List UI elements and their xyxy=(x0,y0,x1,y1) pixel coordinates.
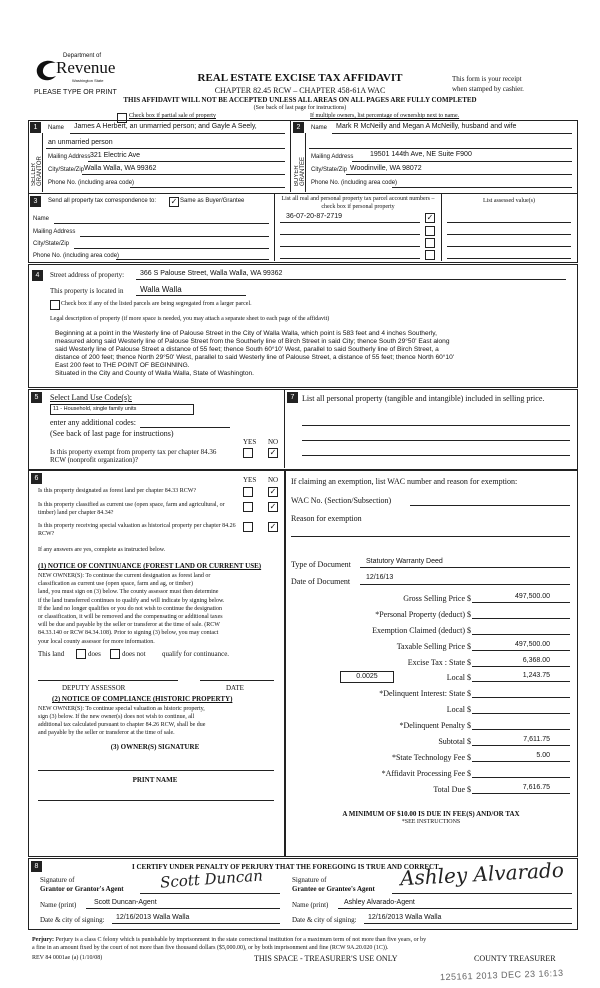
deputy-date-label: DATE xyxy=(226,684,244,692)
section-7-number: 7 xyxy=(287,392,298,403)
parcel-1[interactable]: 36-07-20-87-2719 xyxy=(286,213,343,220)
notice2-line3: additional tax calculated pursuant to chapter 84.26 RCW, shall be due xyxy=(38,722,206,728)
delinquent-state-label: *Delinquent Interest: State $ xyxy=(379,689,471,698)
landuse-see-instructions: (See back of last page for instructions) xyxy=(50,429,174,438)
buyer-side-label: BUYER GRANTEE xyxy=(294,156,306,186)
form-chapter: CHAPTER 82.45 RCW – CHAPTER 458-61A WAC xyxy=(214,86,386,95)
qualify-label: qualify for continuance. xyxy=(162,650,230,658)
notice2-line1: NEW OWNER(S): To continue special valuation as historic property, xyxy=(38,706,205,712)
print-name-label: PRINT NAME xyxy=(132,776,178,784)
local-rate-field[interactable] xyxy=(340,671,394,683)
tech-fee[interactable]: 5.00 xyxy=(536,752,550,759)
parcel-3-personal-checkbox[interactable] xyxy=(425,238,435,248)
land-does-not-label: does not xyxy=(122,650,146,658)
designation-no-header: NO xyxy=(268,476,279,484)
grantee-name[interactable]: Ashley Alvarado-Agent xyxy=(344,899,415,906)
treasurer-space-label: THIS SPACE - TREASURER'S USE ONLY xyxy=(254,954,398,963)
land-does-checkbox[interactable] xyxy=(76,649,86,659)
current-use-yes-checkbox[interactable] xyxy=(243,502,253,512)
grantee-date-label: Date & city of signing: xyxy=(292,916,357,924)
legal-description[interactable] xyxy=(55,330,570,378)
seller-name-line2[interactable]: an unmarried person xyxy=(48,139,113,146)
additional-codes-label: enter any additional codes: xyxy=(50,418,136,427)
total-due-label: Total Due $ xyxy=(433,785,471,794)
affidavit-fee-label: *Affidavit Processing Fee $ xyxy=(381,769,471,778)
grantor-date-label: Date & city of signing: xyxy=(40,916,105,924)
section-6-number: 6 xyxy=(31,473,42,484)
land-does-label: does xyxy=(88,650,101,658)
notice1-line5: If the land no longer qualifies or you do not wish to continue the designation xyxy=(38,605,222,612)
legal-line-2: measured along said Westerly line of Palouse Street from the Southerly line of Birch Street in said City; thence South 29°50' East along xyxy=(55,338,450,345)
see-instructions: (See back of last page for instructions) xyxy=(253,105,347,111)
taxable-price[interactable]: 497,500.00 xyxy=(514,641,550,648)
form-title: REAL ESTATE EXCISE TAX AFFIDAVIT xyxy=(197,72,403,84)
notice2-line4: and payable by the seller or transferor at the time of sale. xyxy=(38,730,175,736)
landuse-select[interactable] xyxy=(50,404,194,415)
street-label: Street address of property: xyxy=(50,271,125,279)
notice1-line8: 84.33.140 or RCW 84.34.108). Prior to signing (3) below, you may contact xyxy=(38,630,219,637)
grantor-sig-label: Grantor or Grantor's Agent xyxy=(40,885,124,893)
grantor-date[interactable]: 12/16/2013 Walla Walla xyxy=(116,914,190,921)
seller-name-label: Name xyxy=(48,125,65,131)
accept-warning: THIS AFFIDAVIT WILL NOT BE ACCEPTED UNLESS ALL AREAS ON ALL PAGES ARE FULLY COMPLETED xyxy=(123,96,477,104)
notice-compliance-title: (2) NOTICE OF COMPLIANCE (HISTORIC PROPERTY) xyxy=(52,695,233,703)
local-rate: 0.0025 xyxy=(356,673,378,680)
section-2-number: 2 xyxy=(293,122,304,133)
personal-deduct-label: *Personal Property (deduct) $ xyxy=(375,610,471,619)
forest-question: Is this property designated as forest land per chapter 84.33 RCW? xyxy=(38,488,197,494)
seller-mailing[interactable]: 321 Electric Ave xyxy=(90,152,141,159)
delinquent-local-label: Local $ xyxy=(446,705,471,714)
notice-compliance-text xyxy=(38,705,282,737)
perjury-line1: Perjury is a class C felony which is punishable by imprisonment in the state correctional institution for a maximum term of not more than five years, or by xyxy=(55,937,427,943)
exempt-yes-checkbox[interactable] xyxy=(243,448,253,458)
select-landuse-label: Select Land Use Code(s): xyxy=(50,393,132,402)
buyer-phone-label: Phone No. (including area code) xyxy=(311,180,398,186)
rev-number: REV 84 0001ae (a) (1/10/08) xyxy=(32,955,103,961)
parcel-header: List all real and personal property tax parcel account numbers – check box if personal property xyxy=(281,196,435,210)
exemption-claimed-label: Exemption Claimed (deduct) $ xyxy=(372,626,471,635)
buyer-name-label: Name xyxy=(311,125,328,131)
deputy-assessor-label: DEPUTY ASSESSOR xyxy=(62,684,126,692)
owner-signature-label: (3) OWNER(S) SIGNATURE xyxy=(110,743,200,751)
seller-phone-label: Phone No. (including area code) xyxy=(48,180,135,186)
gross-label: Gross Selling Price $ xyxy=(403,594,471,603)
total-due[interactable]: 7,616.75 xyxy=(522,784,550,791)
section-4-number: 4 xyxy=(32,270,43,281)
notice1-line6: or classification, it will be removed and the compensating or additional taxes xyxy=(38,614,223,621)
personal-property-label: List all personal property (tangible and intangible) included in selling price. xyxy=(302,394,545,403)
perjury-notice xyxy=(32,936,577,952)
notice-continuance-text xyxy=(38,572,282,646)
taxable-label: Taxable Selling Price $ xyxy=(396,642,471,651)
legal-line-6: Situated in the City and County of Walla Walla, State of Washington. xyxy=(55,370,255,377)
buyer-city[interactable]: Woodinville, WA 98072 xyxy=(350,165,422,172)
partial-sale-label: Check box if partial sale of property xyxy=(129,113,216,119)
seller-mailing-label: Mailing Address xyxy=(48,154,91,160)
located-in[interactable]: Walla Walla xyxy=(140,285,182,294)
notice1-line1: NEW OWNER(S): To continue the current designation as forest land or xyxy=(38,573,211,579)
legal-line-5: East 200 feet to THE POINT OF BEGINNING. xyxy=(55,362,190,369)
corr-mailing-label: Mailing Address xyxy=(33,229,76,235)
designation-yes-header: YES xyxy=(243,476,257,484)
buyer-mailing[interactable]: 19501 144th Ave, NE Suite F900 xyxy=(370,151,472,158)
cashier-stamp: 125161 2013 DEC 23 16:13 xyxy=(439,967,564,983)
segregated-checkbox[interactable] xyxy=(50,300,60,310)
notice1-line2: classification as current use (open space, farm and ag, or timber) xyxy=(38,581,193,588)
section-8-number: 8 xyxy=(31,861,42,872)
local-tax[interactable]: 1,243.75 xyxy=(522,672,550,679)
notice1-line3: land, you must sign on (3) below. The county assessor must then determine xyxy=(38,589,219,596)
logo-state: Washington State xyxy=(72,78,104,83)
seller-city-label: City/State/Zip xyxy=(48,167,85,173)
legal-line-1: Beginning at a point in the Westerly line of Palouse Street in the City of Walla Walla, which point is 583 feet and 4 inches Southerly, xyxy=(55,330,437,337)
legal-label: Legal description of property (if more space is needed, you may attach a separate sheet to each page of the affidavit) xyxy=(50,316,330,322)
notice1-line9: your local county assessor for more information. xyxy=(38,638,155,645)
receipt-line1: This form is your receipt xyxy=(452,75,522,83)
county-treasurer-label: COUNTY TREASURER xyxy=(474,954,556,963)
parcel-1-personal-checkbox[interactable]: ✓ xyxy=(426,213,434,222)
send-correspondence-label: Send all property tax correspondence to: xyxy=(48,198,157,204)
notice2-line2: sign (3) below. If the new owner(s) does not wish to continue, all xyxy=(38,714,195,720)
assessed-header: List assessed value(s) xyxy=(483,198,535,204)
historic-yes-checkbox[interactable] xyxy=(243,522,253,532)
corr-name-label: Name xyxy=(33,216,50,222)
grantee-sig-label-a: Signature of xyxy=(292,876,327,884)
notice-continuance-title: (1) NOTICE OF CONTINUANCE (FOREST LAND OR CURRENT USE) xyxy=(38,562,262,570)
grantee-sig-label: Grantee or Grantee's Agent xyxy=(292,885,375,893)
grantor-sig-label-a: Signature of xyxy=(40,876,75,884)
grantor-signature[interactable]: Scott Duncan xyxy=(159,866,264,892)
tech-fee-label: *State Technology Fee $ xyxy=(391,753,471,762)
landuse-yes-header: YES xyxy=(243,438,257,446)
perjury-label: Perjury: xyxy=(32,937,54,943)
receipt-line2: when stamped by cashier. xyxy=(452,85,524,93)
notice1-line4: if the land transferred continues to qualify and will indicate by signing below. xyxy=(38,597,225,604)
state-tax[interactable]: 6,368.00 xyxy=(522,657,550,664)
local-tax-label: Local $ xyxy=(446,673,471,682)
section-5-number: 5 xyxy=(31,392,42,403)
perjury-line2: a fine in an amount fixed by the court of not more than five thousand dollars ($5,000.00), or by both imprisonment and fine (RCW 9A.20.020 (1C)). xyxy=(32,945,389,951)
street-address[interactable]: 366 S Palouse Street, Walla Walla, WA 99362 xyxy=(140,270,283,277)
corr-city-label: City/State/Zip xyxy=(33,241,70,247)
doc-date-label: Date of Document xyxy=(291,577,351,586)
current-use-question: Is this property classified as current use (open space, farm and agricultural, or timber) land per chapter 84.34? xyxy=(38,502,225,516)
corr-phone-label: Phone No. (including area code) xyxy=(33,253,120,259)
historic-no-checkbox[interactable]: ✓ xyxy=(269,522,277,531)
multiple-owners-label: If multiple owners, list percentage of ownership next to name. xyxy=(310,113,460,119)
minimum-due-note: A MINIMUM OF $10.00 IS DUE IN FEE(S) AND/OR TAX xyxy=(342,810,520,818)
same-as-buyer-label: Same as Buyer/Grantee xyxy=(180,198,245,204)
buyer-city-label: City/State/Zip xyxy=(311,167,348,173)
grantor-name[interactable]: Scott Duncan-Agent xyxy=(94,899,157,906)
wac-label: WAC No. (Section/Subsection) xyxy=(291,496,392,505)
doc-type[interactable]: Statutory Warranty Deed xyxy=(366,558,443,565)
grantor-name-label: Name (print) xyxy=(40,901,77,909)
forest-yes-checkbox[interactable] xyxy=(243,487,253,497)
subtotal[interactable]: 7,611.75 xyxy=(523,736,550,743)
logo-revenue: Revenue xyxy=(56,58,116,77)
land-does-not-checkbox[interactable] xyxy=(110,649,120,659)
certify-statement: I CERTIFY UNDER PENALTY OF PERJURY THAT THE FOREGOING IS TRUE AND CORRECT. xyxy=(132,863,441,871)
historic-question: Is this property receiving special valuation as historical property per chapter 84.26 RCW? xyxy=(38,523,236,537)
exempt-question: Is this property exempt from property tax per chapter 84.36 RCW (nonprofit organization)? xyxy=(50,448,217,464)
if-yes-text: If any answers are yes, complete as instructed below. xyxy=(38,547,166,553)
see-instructions-note: *SEE INSTRUCTIONS xyxy=(401,819,461,825)
section-3-number: 3 xyxy=(30,196,41,207)
seller-side-label: SELLER GRANTOR xyxy=(31,156,43,186)
logo-dept-line1: Department of xyxy=(63,53,102,59)
exempt-no-checkbox[interactable]: ✓ xyxy=(269,448,277,457)
this-land-label: This land xyxy=(38,650,65,658)
parcel-4-personal-checkbox[interactable] xyxy=(425,250,435,260)
legal-line-3: said Westerly line of Palouse Street a distance of 55 feet; thence South 60°10' West, parallel to said Southerly line of Birch Street, a xyxy=(55,346,439,353)
seller-city[interactable]: Walla Walla, WA 99362 xyxy=(84,165,157,172)
buyer-name[interactable]: Mark R McNeilly and Megan A McNeilly, husband and wife xyxy=(336,123,517,130)
current-use-no-checkbox[interactable]: ✓ xyxy=(269,502,277,511)
parcel-2-personal-checkbox[interactable] xyxy=(425,226,435,236)
seller-name[interactable]: James A Herbert, an unmarried person; and Gayle A Seely, xyxy=(74,123,257,130)
delinquent-penalty-label: *Delinquent Penalty $ xyxy=(399,721,471,730)
buyer-mailing-label: Mailing Address xyxy=(311,154,354,160)
please-type: PLEASE TYPE OR PRINT xyxy=(34,89,117,96)
legal-line-4: distance of 200 feet; thence North 29°50' West, parallel to said Westerly line of Palouse Street, a distance of 55 feet; thence North 60°10' xyxy=(55,354,455,361)
section-1-number: 1 xyxy=(30,122,41,133)
forest-no-checkbox[interactable]: ✓ xyxy=(269,487,277,496)
segregated-label: Check box if any of the listed parcels are being segregated from a larger parcel. xyxy=(61,301,252,307)
reason-label: Reason for exemption xyxy=(291,514,362,523)
doc-date[interactable]: 12/16/13 xyxy=(366,574,394,581)
located-label: This property is located in xyxy=(50,287,124,295)
same-as-buyer-checkbox[interactable]: ✓ xyxy=(170,197,178,206)
notice1-line7: will be due and payable by the seller or transferor at the time of sale. (RCW xyxy=(38,622,220,629)
subtotal-label: Subtotal $ xyxy=(438,737,471,746)
grantee-name-label: Name (print) xyxy=(292,901,329,909)
landuse-code: 11 - Household, single family units xyxy=(53,406,137,412)
gross-price[interactable]: 497,500.00 xyxy=(514,593,550,600)
state-tax-label: Excise Tax : State $ xyxy=(407,658,471,667)
claim-exemption-label: If claiming an exemption, list WAC number and reason for exemption: xyxy=(291,477,518,486)
landuse-no-header: NO xyxy=(268,438,279,446)
grantee-date[interactable]: 12/16/2013 Walla Walla xyxy=(368,914,442,921)
grantee-signature[interactable]: Ashley Alvarado xyxy=(399,857,565,891)
doc-type-label: Type of Document xyxy=(291,560,351,569)
